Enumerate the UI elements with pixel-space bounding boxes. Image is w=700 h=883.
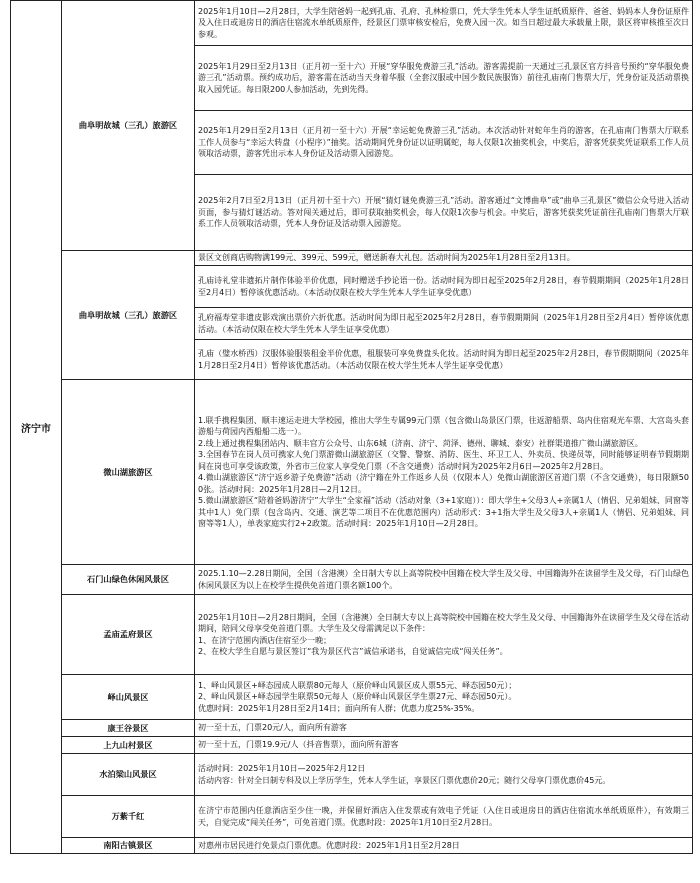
table-row xyxy=(11,838,693,854)
table-row xyxy=(11,1,693,46)
desc-text: 孔府福寿堂非遗皮影戏演出票价六折优惠。活动时间为即日起至2025年2月28日，春节假期期间（2025年1月28日至2月4日）暂停该优惠活动。（本活动仅限在校大学生凭本人学生证享受优惠） xyxy=(198,313,689,334)
desc-text: 初一至十五，门票19.9元/人（抖音售票），面向所有游客 xyxy=(198,740,399,750)
desc-cell xyxy=(195,175,693,251)
desc-text: 2025年1月10日—2月28日，大学生陪爸妈一起到孔庙、孔府、孔林检票口，凭大学生凭本人学生证纸质原件、爸爸、妈妈本人身份证原件及入住日或退房日的酒店住宿流水单纸质原件，经景区门票审核安检后，免费入园一次。如当日超过最大承载量上限，景区将审核推至次日参观。 xyxy=(198,6,689,39)
desc-text: 1.联手携程集团、顺丰速运走进大学校园，推出大学生专属99元门票（包含微山岛景区门票，往返游船票、岛内住宿观光车票、大宫岛头套游船与荷园内西船船二选一）。 2.线上通过携程集团站内、顺丰官方公众号、山东6城（济南、济宁、菏泽、德州、聊城、泰安）社群渠道推广微山湖旅游区。 3.全国春节在岗人员可携家人免门票游微山湖旅游区（交警、警察、消防、医生、环卫工人、外卖员、快递员等，同时能够证明春节假期期间在岗也可享受该政策，外省市三位家人享受免门票（不含交通费）活动时间为2025年2月6日—2025年2月28日。 4.微山湖旅游区“济宁返乡游子免费游”活动（济宁籍在外工作返乡人员（仅限本人）免微山湖旅游区首道门票（不含交通费），每日限额500张。活动时间：2025年1月28日—2月12日。 5.微山湖旅游区“陪着爸妈游济宁”大学生“全家福”活动（活动对象（3+1家庭））：即大学生+父母3人+亲属1人（情侣、兄弟姐妹、同窗等其中1人）免门票（包含岛内、交通、演艺等二项目不在优惠范围内）活动形式：3+1指大学生及父母3人+亲属1人（情侣、兄弟姐妹、同窗等等1人），单表家庭实行2+2政策。活动时间：2025年1月10日—2月28日。 xyxy=(198,415,689,528)
place-cell: 峄山风景区 xyxy=(62,675,195,720)
place-cell: 曲阜明故城（三孔）旅游区 xyxy=(62,1,195,251)
desc-text: 2025年1月29日至2月13日（正月初一至十六）开展“幸运蛇免费游三孔”活动。本次活动针对蛇年生肖的游客，在孔庙南门售票大厅联系工作人员参与“幸运大转盘（小程序）”抽奖。活动期间凭身份证以证明属蛇，每人仅限1次抽奖机会，中奖后，游客凭获奖凭证联系工作人员领取活动票，游客凭出示本人身份证及活动票入园游览。 xyxy=(198,126,689,159)
desc-cell xyxy=(195,737,693,754)
desc-cell xyxy=(195,340,693,380)
place-cell: 曲阜明故城（三孔）旅游区 xyxy=(62,251,195,380)
table-row xyxy=(11,754,693,796)
desc-text: 在济宁市范围内任意酒店至少住一晚，并保留好酒店入住发票或有效电子凭证（入住日或退房日的酒店住宿流水单纸质原件），有效期三天，自觉完成“闯关任务”，可免首道门票。优惠时段：2025年1月10日至2月28日。 xyxy=(198,806,689,827)
attractions-table xyxy=(10,0,693,854)
place-cell: 上九山村景区 xyxy=(62,737,195,754)
desc-text: 孔庙诗礼堂非遗拓片制作体验半价优惠，同时赠送手抄论语一份。活动时间为即日起至2025年2月28日，春节假期期间（2025年1月28日至2月4日）暂停该优惠活动。（本活动仅限在校大学生凭本人学生证享受优惠） xyxy=(198,276,689,297)
place-cell: 康王谷景区 xyxy=(62,720,195,737)
desc-cell xyxy=(195,266,693,308)
desc-cell xyxy=(195,46,693,111)
desc-text: 景区文创商店购物满199元、399元、599元，赠送新春大礼包。活动时间为2025年1月28日至2月13日。 xyxy=(198,253,575,263)
desc-cell xyxy=(195,720,693,737)
desc-cell xyxy=(195,308,693,340)
table-row xyxy=(11,251,693,266)
table-row xyxy=(11,380,693,565)
desc-text: 1、峄山风景区+峄态园成人联票80元每人（原价峄山风景区成人票55元、峄态园50元）； 2、峄山风景区+峄态园学生联票50元每人（原价峄山风景区学生票27元、峄态园50元）。 优惠时间：2025年1月28日至2月14日；面向所有人群；优惠力度25%-35%。 xyxy=(198,680,517,713)
table-row xyxy=(11,737,693,754)
desc-cell xyxy=(195,838,693,854)
desc-cell xyxy=(195,251,693,266)
desc-text: 2025年1月10日—2月28日期间，全国（含港澳）全日制大专以上高等院校中国籍在校大学生及父母、中国籍海外在读留学生及父母在活动期间，陪同父母享受免首道门票。大学生及父母需满足以下条件： 1、在济宁范围内酒店住宿至少一晚； 2、在校大学生自愿与景区签订“我为景区代言”诚信承诺书，自觉诚信完成“闯关任务”。 xyxy=(198,612,689,656)
city-cell: 济宁市 xyxy=(11,1,62,854)
place-cell: 水泊梁山风景区 xyxy=(62,754,195,796)
desc-cell xyxy=(195,111,693,175)
desc-text: 对惠州市居民进行免景点门票优惠。优惠时段：2025年1月1日至2月28日 xyxy=(198,840,460,850)
place-cell: 南阳古镇景区 xyxy=(62,838,195,854)
place-cell: 微山湖旅游区 xyxy=(62,380,195,565)
place-cell: 孟庙孟府景区 xyxy=(62,595,195,675)
place-cell: 石门山绿色休闲风景区 xyxy=(62,565,195,595)
table-row xyxy=(11,720,693,737)
desc-cell xyxy=(195,595,693,675)
place-cell: 万紫千红 xyxy=(62,796,195,838)
desc-cell xyxy=(195,796,693,838)
desc-text: 2025年1月29日至2月13日（正月初一至十六）开展“穿华服免费游三孔”活动。游客需提前一天通过三孔景区官方抖音号预约“穿华服免费游三孔”活动票。预约成功后，游客需在活动当天身着华服（全套汉服或中国少数民族服饰）前往孔庙南门售票大厅，凭身份证及活动票换取入园凭证。每日限200人参加活动，先到先得。 xyxy=(198,61,689,94)
table-row xyxy=(11,796,693,838)
desc-cell xyxy=(195,565,693,595)
desc-cell xyxy=(195,380,693,565)
desc-text: 2025.1.10—2.28日期间，全国（含港澳）全日制大专以上高等院校中国籍在校大学生及父母、中国籍海外在读留学生及父母，石门山绿色休闲风景区为以上在校学生提供免首道门票名额100个。 xyxy=(198,569,689,590)
desc-text: 2025年2月7日至2月13日（正月初十至十六）开展“猜灯谜免费游三孔”活动。游客通过“文博曲阜”或“曲阜三孔景区”微信公众号进入活动页面，参与猜灯谜活动。答对闯关通过后，即可获取抽奖机会，每人仅限1次参与机会。中奖后，游客凭获奖凭证前往孔庙南门售票大厅联系工作人员领取活动票，凭本人身份证及活动票入园游览。 xyxy=(198,196,689,229)
table-row xyxy=(11,675,693,720)
desc-text: 初一至十五，门票20元/人，面向所有游客 xyxy=(198,723,347,733)
desc-cell xyxy=(195,1,693,46)
desc-cell xyxy=(195,675,693,720)
table-row xyxy=(11,565,693,595)
table-row xyxy=(11,595,693,675)
desc-text: 活动时间：2025年1月10日—2025年2月12日 活动内容：针对全日制专科及以上学历学生，凭本人学生证，享景区门票优惠价20元；随行父母享门票优惠价45元。 xyxy=(198,764,611,785)
desc-cell xyxy=(195,754,693,796)
desc-text: 孔庙（璧水桥西）汉服体验服装租金半价优惠，租服装可享免费盘头化妆。活动时间为即日起至2025年2月28日，春节假期期间（2025年1月28日至2月4日）暂停该优惠活动。（本活动仅限在校大学生凭本人学生证享受优惠） xyxy=(198,349,689,370)
